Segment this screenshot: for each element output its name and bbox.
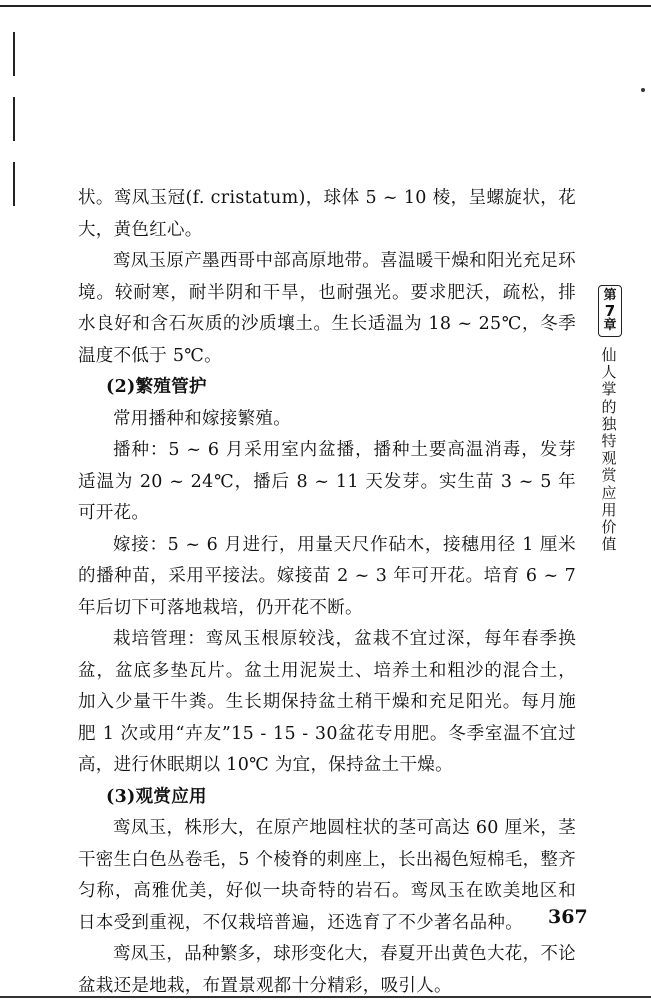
paragraph: 状。鸾凤玉冠(f. cristatum)，球体 5 ~ 10 棱，呈螺旋状，花大，黄色红心。 [78,188,576,240]
chapter-number: 7 [604,302,616,320]
binding-mark [13,97,15,141]
paragraph: 鸾凤玉，株形大，在原产地圆柱状的茎可高达 60 厘米，茎干密生白色丛卷毛，5 个棱脊的刺座上，长出褐色短棉毛，整齐匀称，高雅优美，好似一块奇特的岩石。鸾凤玉在欧美地区和日本受到重视，不仅栽培普遍，还选育了不少著名品种。 [78,818,576,933]
paragraph: 鸾凤玉，品种繁多，球形变化大，春夏开出黄色大花，不论盆栽还是地栽，布置景观都十分精彩，吸引人。 [78,944,576,996]
binding-mark [13,162,15,206]
page-body [78,183,576,1002]
paragraph: 嫁接：5 ~ 6 月进行，用量天尺作砧木，接穗用径 1 厘米的播种苗，采用平接法。嫁接苗 2 ~ 3 年可开花。培育 6 ~ 7 年后切下可落地栽培，仍开花不断。 [78,534,576,618]
paragraph: 播种：5 ~ 6 月采用室内盆播，播种土要高温消毒，发芽适温为 20 ~ 24℃，播后 8 ~ 11 天发芽。实生苗 3 ~ 5 年可开花。 [78,440,576,523]
paragraph: 栽培管理：鸾凤玉根原较浅，盆栽不宜过深，每年春季换盆，盆底多垫瓦片。盆土用泥炭土、培养土和粗沙的混合土，加入少量干牛粪。生长期保持盆土稍干燥和充足阳光。每月施肥 1 次或用“卉友”15 - 15 - 30盆花专用肥。冬季室温不宜过高，进行休眠期以 10℃ 为宜，保持盆土干燥。 [78,629,576,775]
chapter-side-tab [596,285,626,553]
section-heading: (3)观赏应用 [106,786,207,807]
top-rule [0,5,651,7]
section-heading: (2)繁殖管护 [106,377,207,397]
chapter-badge [598,285,622,337]
chapter-prefix: 第 [603,288,617,303]
scan-speck [641,88,645,92]
bottom-rule [0,996,651,998]
chapter-suffix: 章 [603,318,617,333]
page-number: 367 [548,906,588,928]
chapter-title: 仙人掌的独特观赏应用价值 [601,346,617,554]
binding-mark [13,32,15,76]
paragraph: 鸾凤玉原产墨西哥中部高原地带。喜温暖干燥和阳光充足环境。较耐寒，耐半阴和干旱，也耐强光。要求肥沃，疏松，排水良好和含石灰质的沙质壤土。生长适温为 18 ~ 25℃，冬季温度不低于 5℃。 [78,251,576,366]
paragraph: 常用播种和嫁接繁殖。 [113,408,291,429]
